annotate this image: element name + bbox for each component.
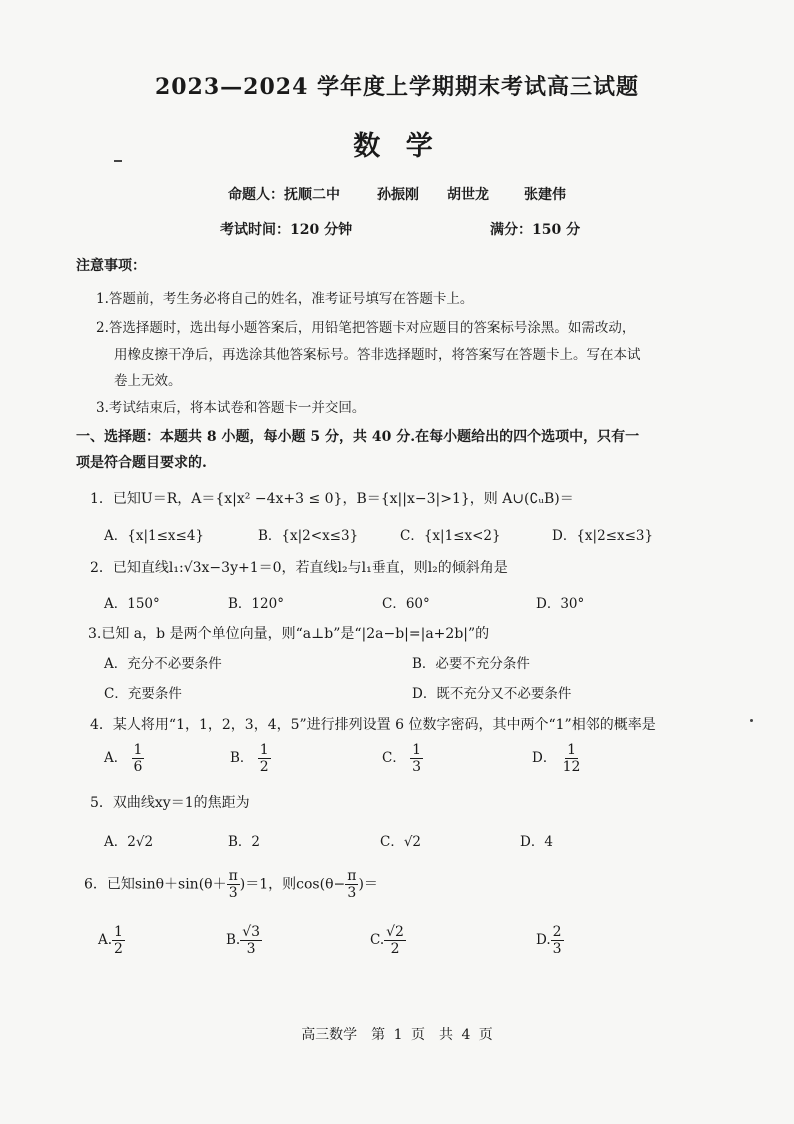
question-1-option-b: B．{x|2<x≤3}	[258, 528, 359, 544]
scan-dash-mark	[114, 160, 122, 162]
fraction-numerator: π	[228, 868, 238, 884]
question-3-option-a: A．充分不必要条件	[104, 656, 222, 672]
fraction-denominator: 3	[228, 885, 238, 902]
question-1-option-d: D．{x|2≤x≤3}	[552, 528, 654, 544]
question-1-stem: 1．已知U＝R，A＝{x|x² −4x+3 ≤ 0}，B＝{x||x−3|>1}，则 A∪(∁ᵤB)＝	[90, 491, 574, 507]
question-4-option-b-label: B．	[230, 750, 254, 767]
note-line-5: 3.考试结束后，将本试卷和答题卡一并交回。	[96, 400, 366, 416]
notes-title: 注意事项：	[76, 258, 146, 274]
question-2-option-c: C．60°	[382, 596, 430, 612]
question-6-option-b-label: B.	[226, 932, 241, 949]
question-3-option-d: D．既不充分又不必要条件	[412, 686, 572, 702]
question-4-option-a	[104, 742, 144, 775]
fraction-numerator: 1	[133, 742, 143, 758]
question-5-option-c: C．√2	[380, 834, 422, 850]
question-6-option-a-fraction	[112, 924, 125, 957]
note-line-1: 1.答题前，考生务必将自己的姓名，准考证号填写在答题卡上。	[96, 291, 474, 307]
fraction-denominator: 2	[390, 941, 400, 958]
question-4-option-c-fraction	[410, 742, 423, 775]
question-1-option-a: A．{x|1≤x≤4}	[104, 528, 205, 544]
question-2-option-d: D．30°	[536, 596, 585, 612]
question-6-stem-fraction-1	[227, 868, 240, 901]
note-line-4: 卷上无效。	[114, 373, 182, 389]
question-4-option-d	[532, 742, 582, 775]
fraction-denominator: 3	[552, 941, 562, 958]
question-6-option-d-label: D.	[536, 932, 551, 949]
question-6-option-b	[226, 924, 262, 957]
section-heading-line-2: 项是符合题目要求的.	[76, 455, 207, 471]
fraction-numerator: 1	[567, 742, 576, 758]
question-5-option-d: D．4	[520, 834, 553, 850]
note-line-2: 2.答选择题时，选出每小题答案后，用铅笔把答题卡对应题目的答案标号涂黑。如需改动，	[96, 320, 636, 336]
fraction-denominator: 12	[562, 759, 581, 776]
question-5-option-a: A．2√2	[104, 834, 154, 850]
question-2-option-b: B．120°	[228, 596, 284, 612]
question-4-option-c-label: C．	[382, 750, 406, 767]
section-heading-line-1: 一、选择题：本题共 8 小题，每小题 5 分，共 40 分.在每小题给出的四个选项中，只有一	[76, 429, 640, 445]
fraction-denominator: 6	[133, 759, 143, 776]
question-6-option-a-label: A.	[98, 932, 113, 949]
fraction-denominator: 2	[114, 941, 123, 958]
question-6-option-b-fraction	[240, 924, 262, 957]
question-2-option-a: A．150°	[104, 596, 160, 612]
question-4-option-d-label: D．	[532, 750, 557, 767]
fraction-numerator: 1	[259, 742, 269, 758]
question-4-option-d-fraction	[561, 742, 583, 775]
question-5-stem: 5．双曲线xy＝1的焦距为	[90, 795, 250, 811]
exam-time: 考试时间：120 分钟	[220, 222, 353, 238]
fraction-numerator: 2	[552, 924, 562, 940]
question-6-option-d	[536, 924, 564, 957]
question-6-stem-prefix: 6．已知sinθ＋sin(θ＋	[84, 876, 227, 893]
fraction-numerator: √2	[386, 924, 404, 940]
fraction-denominator: 3	[412, 759, 422, 776]
note-line-3: 用橡皮擦干净后，再选涂其他答案标号。答非选择题时，将答案写在答题卡上。写在本试	[114, 347, 641, 363]
question-2-stem: 2．已知直线l₁:√3x−3y+1＝0，若直线l₂与l₁垂直，则l₂的倾斜角是	[90, 560, 508, 576]
question-6-stem	[84, 868, 378, 901]
fraction-denominator: 2	[259, 759, 269, 776]
fraction-numerator: π	[347, 868, 357, 884]
scan-dot-mark	[750, 719, 753, 722]
exam-title: 2023—2024 学年度上学期期末考试高三试题	[154, 74, 640, 100]
question-6-stem-suffix: )＝	[358, 876, 378, 893]
question-4-option-a-label: A．	[104, 750, 128, 767]
question-4-option-b-fraction	[258, 742, 271, 775]
full-score: 满分：150 分	[490, 222, 581, 238]
question-6-option-c	[370, 924, 406, 957]
question-6-option-c-label: C.	[370, 932, 385, 949]
question-6-stem-fraction-2	[345, 868, 358, 901]
fraction-numerator: 1	[114, 924, 123, 940]
page-footer: 高三数学 第 1 页 共 4 页	[301, 1027, 493, 1043]
question-6-option-a	[98, 924, 125, 957]
fraction-denominator: 3	[246, 941, 256, 958]
question-3-stem: 3.已知 a，b 是两个单位向量，则“a⊥b”是“|2a−b|=|a+2b|”的	[88, 626, 490, 642]
fraction-denominator: 3	[347, 885, 357, 902]
question-4-option-c	[382, 742, 423, 775]
question-6-option-c-fraction	[384, 924, 406, 957]
question-1-option-c: C．{x|1≤x<2}	[400, 528, 501, 544]
subject-title: 数 学	[353, 131, 441, 162]
question-4-stem: 4．某人将用“1，1，2，3，4，5”进行排列设置 6 位数字密码，其中两个“1”相邻的概率是	[90, 717, 656, 733]
question-6-stem-mid: )＝1，则cos(θ−	[239, 876, 346, 893]
author-name-1: 孙振刚	[377, 187, 419, 203]
question-5-option-b: B．2	[228, 834, 261, 850]
author-name-2: 胡世龙	[447, 187, 489, 203]
question-4-option-b	[230, 742, 271, 775]
author-label: 命题人：抚顺二中	[228, 187, 340, 203]
question-4-option-a-fraction	[132, 742, 145, 775]
fraction-numerator: 1	[412, 742, 422, 758]
fraction-numerator: √3	[242, 924, 261, 940]
question-3-option-c: C．充要条件	[104, 686, 182, 702]
question-6-option-d-fraction	[551, 924, 564, 957]
question-3-option-b: B．必要不充分条件	[412, 656, 530, 672]
author-name-3: 张建伟	[524, 187, 566, 203]
